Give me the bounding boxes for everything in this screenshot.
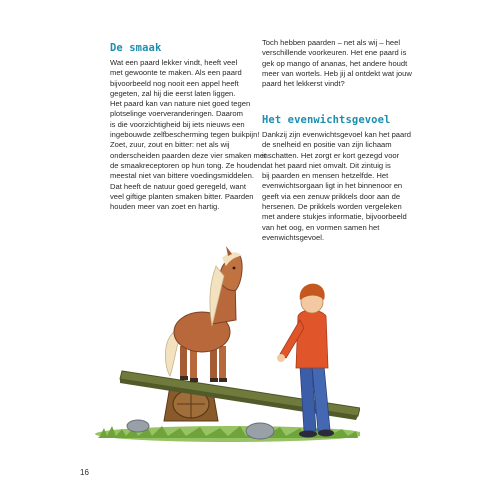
- text-line: ingebouwde zelfbescherming tegen buikpijn!: [110, 130, 260, 140]
- text-line: Toch hebben paarden – net als wij – heel: [262, 38, 401, 47]
- text-line: inschatten. Het zorgt er kort gezegd voor: [262, 150, 400, 160]
- text-line: gek op mango of ananas, het andere houdt: [262, 58, 408, 68]
- section-heading-taste: De smaak: [110, 42, 162, 54]
- text-line: Het paard kan van nature niet goed tegen: [110, 99, 251, 109]
- text-line: Dat heeft de natuur goed geregeld, want: [110, 181, 246, 191]
- text-line: bijvoorbeeld nog nooit een appel heeft: [110, 78, 239, 88]
- text-line: hersenen. De prikkels worden vergeleken: [262, 202, 402, 212]
- taste-paragraph: [110, 58, 266, 212]
- text-line: plotselinge voerveranderingen. Daarom: [110, 109, 243, 119]
- text-line: Dankzij zijn evenwichtsgevoel kan het paard: [262, 130, 412, 139]
- text-line: meer van wortels. Heb jij al ontdekt wat jouw: [262, 68, 412, 78]
- text-line: paard het lekkerst vindt?: [262, 79, 345, 89]
- text-line: gegeten, zal hij die eerst laten liggen.: [110, 88, 236, 98]
- section-heading-balance: Het evenwichtsgevoel: [262, 114, 391, 126]
- text-line: houden meer van zoet en hartig.: [110, 202, 220, 212]
- page-number: 16: [80, 468, 89, 477]
- boy-illustration: [277, 284, 334, 438]
- text-line: de smaakreceptoren op hun tong. Ze houden: [110, 160, 262, 170]
- preferences-paragraph: [262, 38, 412, 89]
- text-line: veel giftige planten smaken bitter. Paarden: [110, 191, 254, 201]
- horse-illustration: [165, 246, 242, 382]
- text-line: dat het paard niet omvalt. Dit zintuig is: [262, 160, 391, 170]
- balance-paragraph: [262, 130, 411, 243]
- text-line: van het oog, en vormen samen het: [262, 222, 380, 232]
- text-line: is die voorzichtigheid bij iets nieuws een: [110, 119, 245, 129]
- text-line: verschillende voorkeuren. Het ene paard is: [262, 48, 407, 58]
- text-line: met gewoonte te maken. Als een paard: [110, 68, 242, 78]
- text-line: geeft via een zenuw prikkels door aan de: [262, 191, 401, 201]
- text-line: bij paarden en mensen hetzelfde. Het: [262, 171, 389, 181]
- text-line: Wat een paard lekker vindt, heeft veel: [110, 58, 238, 67]
- text-line: Zoet, zuur, zout en bitter: net als wij: [110, 140, 230, 150]
- horse-seesaw-illustration: [90, 236, 360, 451]
- text-line: meestal niet van bittere voedingsmiddelen.: [110, 171, 254, 181]
- text-line: evenwichtsorgaan ligt in het binnenoor en: [262, 181, 403, 191]
- text-line: de snelheid en positie van zijn lichaam: [262, 140, 392, 150]
- text-line: evenwichtsgevoel.: [262, 232, 325, 242]
- text-line: met andere stukjes informatie, bijvoorbeeld: [262, 212, 407, 222]
- text-line: onderscheiden paarden deze vier smaken met: [110, 150, 267, 160]
